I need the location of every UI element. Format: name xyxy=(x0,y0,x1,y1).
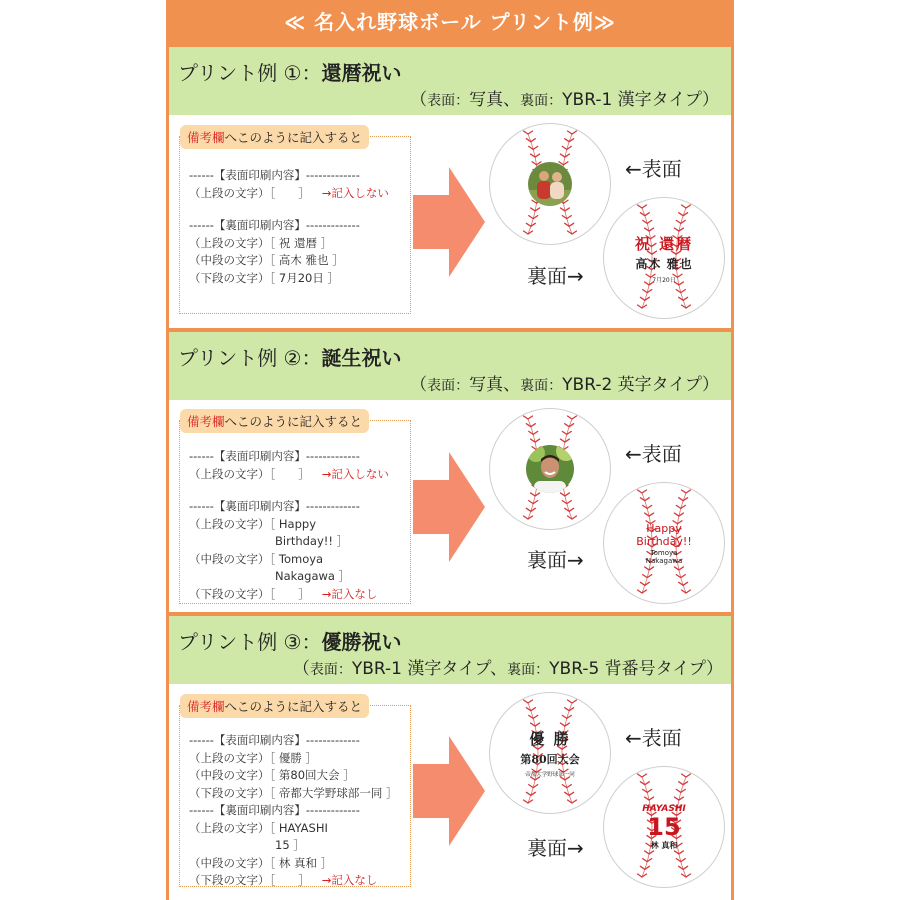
ball-text-top: Happy xyxy=(646,521,682,535)
memo-line xyxy=(189,167,410,185)
ball-text-middle: 第80回大会 xyxy=(520,753,580,766)
memo-line-text: （上段の文字）［ Happy xyxy=(189,516,317,531)
front-label: ←表面 xyxy=(625,157,682,181)
page-frame xyxy=(166,0,734,900)
ball-text-top: 祝 還暦 xyxy=(634,234,694,253)
memo-line-text: ------【表面印刷内容】------------- xyxy=(189,168,360,182)
baseball-front xyxy=(489,123,611,245)
memo-tag: 備考欄へこのように記入すると xyxy=(180,409,369,433)
memo-line xyxy=(189,568,410,586)
memo-line-text: （上段の文字）［ 祝 還暦 ］ xyxy=(189,235,333,250)
arrow-right-icon xyxy=(413,452,485,562)
baseball-back xyxy=(603,482,725,604)
player-photo xyxy=(526,445,574,493)
memo-line-text: 15 ］ xyxy=(275,838,305,852)
memo-line xyxy=(189,533,410,551)
memo-tag: 備考欄へこのように記入すると xyxy=(180,694,369,718)
memo-line-text: （上段の文字）［ ］ xyxy=(189,466,310,481)
section-subtitle: （表面：写真、裏面：YBR-1 漢字タイプ） xyxy=(410,90,719,110)
memo-line-text: （下段の文字）［ ］ xyxy=(189,586,310,601)
page-title: ≪ 名入れ野球ボール プリント例≫ xyxy=(284,10,616,34)
memo-line-text: Nakagawa ］ xyxy=(275,569,351,583)
memo-line-text: ------【裏面印刷内容】------------- xyxy=(189,803,360,817)
memo-line xyxy=(189,767,410,785)
ball-text-top-2: Birthday!! xyxy=(636,534,692,548)
memo-line-note: →記入なし xyxy=(321,586,378,601)
memo-line-text: （中段の文字）［ 第80回大会 ］ xyxy=(189,768,355,782)
memo-line xyxy=(189,270,410,288)
ball-text-bottom: 7月20日 xyxy=(652,276,676,284)
memo-line-note: →記入なし xyxy=(321,873,378,887)
example-section-1 xyxy=(169,47,731,328)
baseball-front xyxy=(489,692,611,814)
section-title: プリント例 ①：還暦祝い xyxy=(178,61,402,85)
memo-line xyxy=(189,785,410,803)
section-title: プリント例 ②：誕生祝い xyxy=(178,346,402,370)
memo-line xyxy=(189,551,410,569)
memo-line xyxy=(189,516,410,534)
arrow-right-icon xyxy=(413,736,485,846)
baseball-front xyxy=(489,408,611,530)
ball-text-middle: 高木 雅也 xyxy=(635,256,693,271)
memo-line-note: →記入しない xyxy=(321,466,389,481)
ball-text-middle: Tomoya xyxy=(650,548,678,557)
memo-line xyxy=(189,837,410,855)
memo-box xyxy=(179,130,411,314)
memo-line-text: （下段の文字）［ ］ xyxy=(189,873,310,887)
ball-text-top: HAYASHI xyxy=(642,803,686,814)
memo-line-text: ------【裏面印刷内容】------------- xyxy=(189,499,360,513)
memo-line-text: （上段の文字）［ 優勝 ］ xyxy=(189,750,318,765)
memo-line xyxy=(189,586,410,604)
ball-text-bottom: Nakagawa xyxy=(645,556,683,565)
memo-line xyxy=(189,732,410,750)
section-subtitle: （表面：YBR-1 漢字タイプ、裏面：YBR-5 背番号タイプ） xyxy=(292,659,723,679)
memo-line xyxy=(189,872,410,890)
section-subtitle: （表面：写真、裏面：YBR-2 英字タイプ） xyxy=(410,375,719,395)
memo-line-text: （下段の文字）［ 7月20日 ］ xyxy=(189,270,340,285)
memo-line xyxy=(189,498,410,516)
couple-photo xyxy=(528,162,572,206)
section-title: プリント例 ③：優勝祝い xyxy=(178,630,402,654)
section-title-band xyxy=(169,332,731,400)
memo-line xyxy=(189,252,410,270)
baseball-back xyxy=(603,197,725,319)
ball-text-top: 優 勝 xyxy=(529,730,571,748)
memo-line xyxy=(189,750,410,768)
memo-line xyxy=(189,448,410,466)
memo-line xyxy=(189,802,410,820)
baseball-back xyxy=(603,766,725,888)
memo-line xyxy=(189,466,410,484)
memo-line-text: （上段の文字）［ HAYASHI xyxy=(189,820,328,835)
arrow-right-icon xyxy=(413,167,485,277)
section-title-band xyxy=(169,616,731,684)
memo-gap xyxy=(189,483,410,498)
memo-lines xyxy=(189,448,410,603)
ball-text-bottom: 林 真和 xyxy=(650,840,678,850)
memo-line xyxy=(189,855,410,873)
ball-text-bottom: 帝都大学野球部一同 xyxy=(525,772,575,778)
memo-line-text: （中段の文字）［ 高木 雅也 ］ xyxy=(189,253,344,267)
memo-line-text: （下段の文字）［ 帝都大学野球部一同 ］ xyxy=(189,785,398,800)
memo-line-note: →記入しない xyxy=(321,185,389,200)
memo-line-text: ------【表面印刷内容】------------- xyxy=(189,733,360,747)
back-label: 裏面→ xyxy=(527,548,584,572)
memo-line xyxy=(189,185,410,203)
back-label: 裏面→ xyxy=(527,264,584,288)
front-label: ←表面 xyxy=(625,726,682,750)
memo-tag: 備考欄へこのように記入すると xyxy=(180,125,369,149)
back-label: 裏面→ xyxy=(527,836,584,860)
example-section-2 xyxy=(169,332,731,612)
memo-line xyxy=(189,235,410,253)
example-section-3 xyxy=(169,616,731,900)
memo-line-text: （上段の文字）［ ］ xyxy=(189,185,310,200)
memo-lines xyxy=(189,167,410,287)
section-title-band xyxy=(169,47,731,115)
memo-box xyxy=(179,414,411,604)
memo-gap xyxy=(189,202,410,217)
memo-line-text: Birthday!! ］ xyxy=(275,534,349,548)
memo-line-text: （中段の文字）［ 林 真和 ］ xyxy=(189,855,333,870)
memo-line-text: （中段の文字）［ Tomoya xyxy=(189,551,324,566)
ball-number: 15 xyxy=(647,812,681,841)
memo-line xyxy=(189,217,410,235)
memo-lines xyxy=(189,732,410,890)
memo-line-text: ------【裏面印刷内容】------------- xyxy=(189,218,360,232)
memo-line xyxy=(189,820,410,838)
front-label: ←表面 xyxy=(625,442,682,466)
memo-box xyxy=(179,699,411,887)
memo-line-text: ------【表面印刷内容】------------- xyxy=(189,449,360,463)
